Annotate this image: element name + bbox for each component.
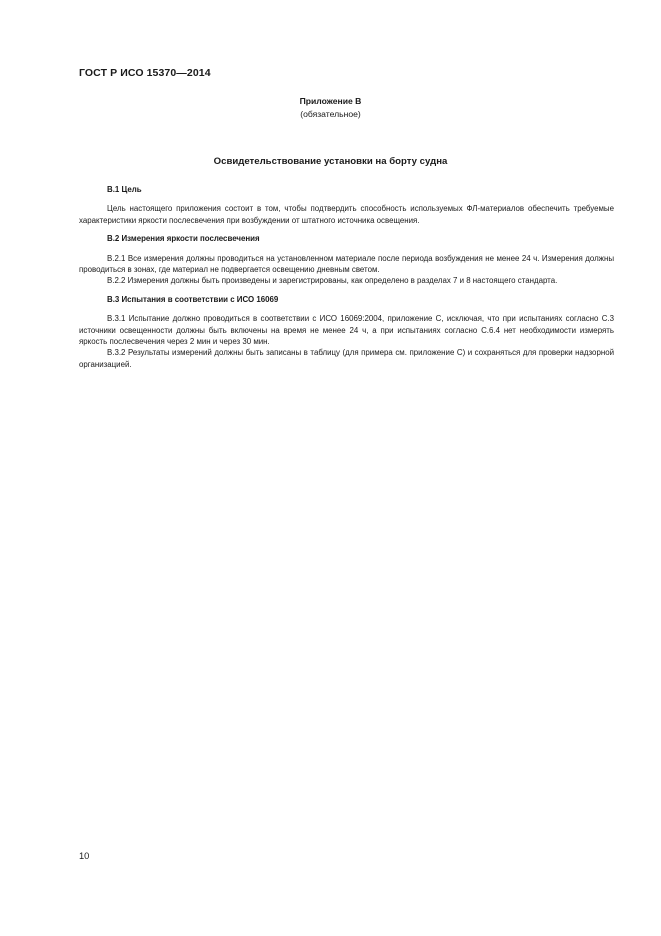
paragraph-b2-1: В.2.1 Все измерения должны проводиться на установленном материале после периода возбуждения не менее 24 ч. Измерения должны проводиться в зонах, где материал не подвергается освещению дневным светом. <box>79 253 614 275</box>
document-header: ГОСТ Р ИСО 15370—2014 <box>79 67 211 79</box>
annex-heading: Освидетельствование установки на борту судна <box>213 156 448 167</box>
paragraph-b1: Цель настоящего приложения состоит в том, чтобы подтвердить способность используемых ФЛ-материалов обеспечить требуемые характеристики яркости послесвечения при возбуждении от штатного источника освещения. <box>79 204 614 225</box>
annex-title: Приложение В <box>299 96 362 106</box>
paragraph-b2-2: В.2.2 Измерения должны быть произведены и зарегистрированы, как определено в разделах 7 и 8 настоящего стандарта. <box>107 276 558 286</box>
section-heading-b2: В.2 Измерения яркости послесвечения <box>107 234 260 244</box>
section-heading-b3: В.3 Испытания в соответствии с ИСО 16069 <box>107 294 279 304</box>
annex-status: (обязательное) <box>300 109 361 119</box>
document-body <box>79 184 614 370</box>
annex-block <box>0 95 661 121</box>
page-number: 10 <box>79 851 90 861</box>
paragraph-b3-2: В.3.2 Результаты измерений должны быть записаны в таблицу (для примера см. приложение С) и сохраняться для проверки надзорной организацией. <box>79 348 614 369</box>
paragraph-b3-1: В.3.1 Испытание должно проводиться в соответствии с ИСО 16069:2004, приложение С, исключая, что при испытаниях согласно С.3 источники освещенности должны быть включены на время не менее 24 ч, а при испытаниях согласно С.6.4 нет необходимости измерять яркость послесвечения через 2 мин и через 30 мин. <box>79 314 614 347</box>
section-heading-b1: В.1 Цель <box>107 185 142 194</box>
